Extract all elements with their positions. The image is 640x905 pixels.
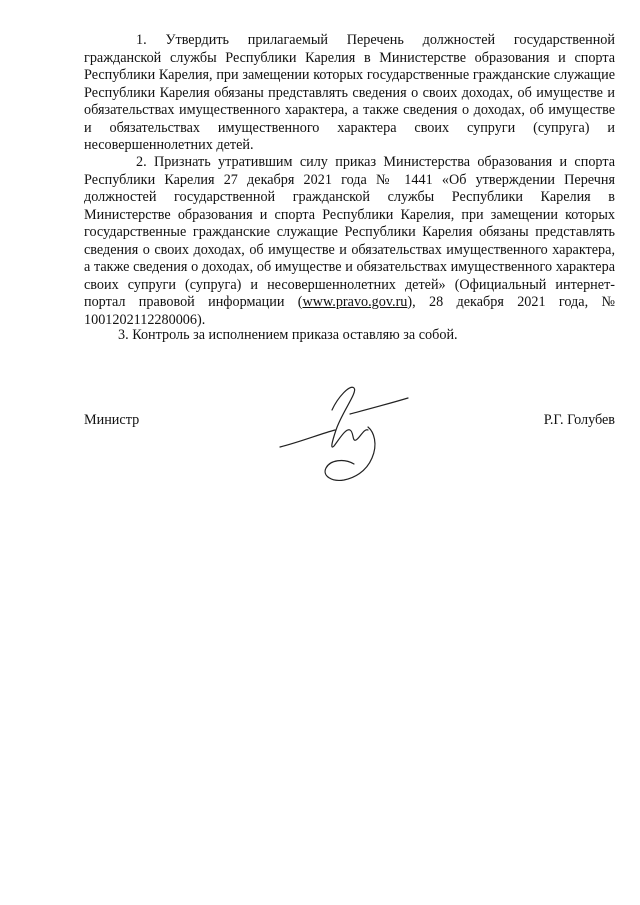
signatory-title: Министр (84, 412, 140, 428)
signatory-name: Р.Г. Голубев (543, 412, 615, 428)
paragraph-2-text-start: 2. Признать утратившим силу приказ Министерства образования и спорта Республики Карелия 27 декабря 2021 года № 1441 «Об утверждении Перечня должностей государственной гражданской службы Республики Карелия в Министерстве образования и спорта Республики Карелия, при замещении которых государственные гражданские служащие Республики Карелия обязаны представлять сведения о своих доходах, об имуществе и обязательствах имущественного характера, а также сведения о доходах, об имуществе и обязательствах имущественного характера своих супруги (супруга) и несовершеннолетних детей» (Официальный интернет-портал правовой информации ( (84, 154, 615, 310)
paragraph-1: 1. Утвердить прилагаемый Перечень должностей государственной гражданской службы Республики Карелия в Министерстве образования и спорта Республики Карелия, при замещении которых государственные гражданские служащие Республики Карелия обязаны представлять сведения о своих доходах, об имуществе и обязательствах имущественного характера, а также сведения о доходах, об имуществе и обязательствах имущественного характера своих супруги (супруга) и несовершеннолетних детей. (84, 32, 615, 153)
handwritten-signature (270, 372, 420, 492)
paragraph-2-text-end: ), 28 декабря 2021 года, № 1001202112280006). (84, 294, 615, 328)
paragraph-2 (84, 154, 615, 329)
paragraph-3: 3. Контроль за исполнением приказа оставляю за собой. (118, 327, 458, 343)
pravo-gov-link[interactable]: www.pravo.gov.ru (302, 294, 408, 310)
